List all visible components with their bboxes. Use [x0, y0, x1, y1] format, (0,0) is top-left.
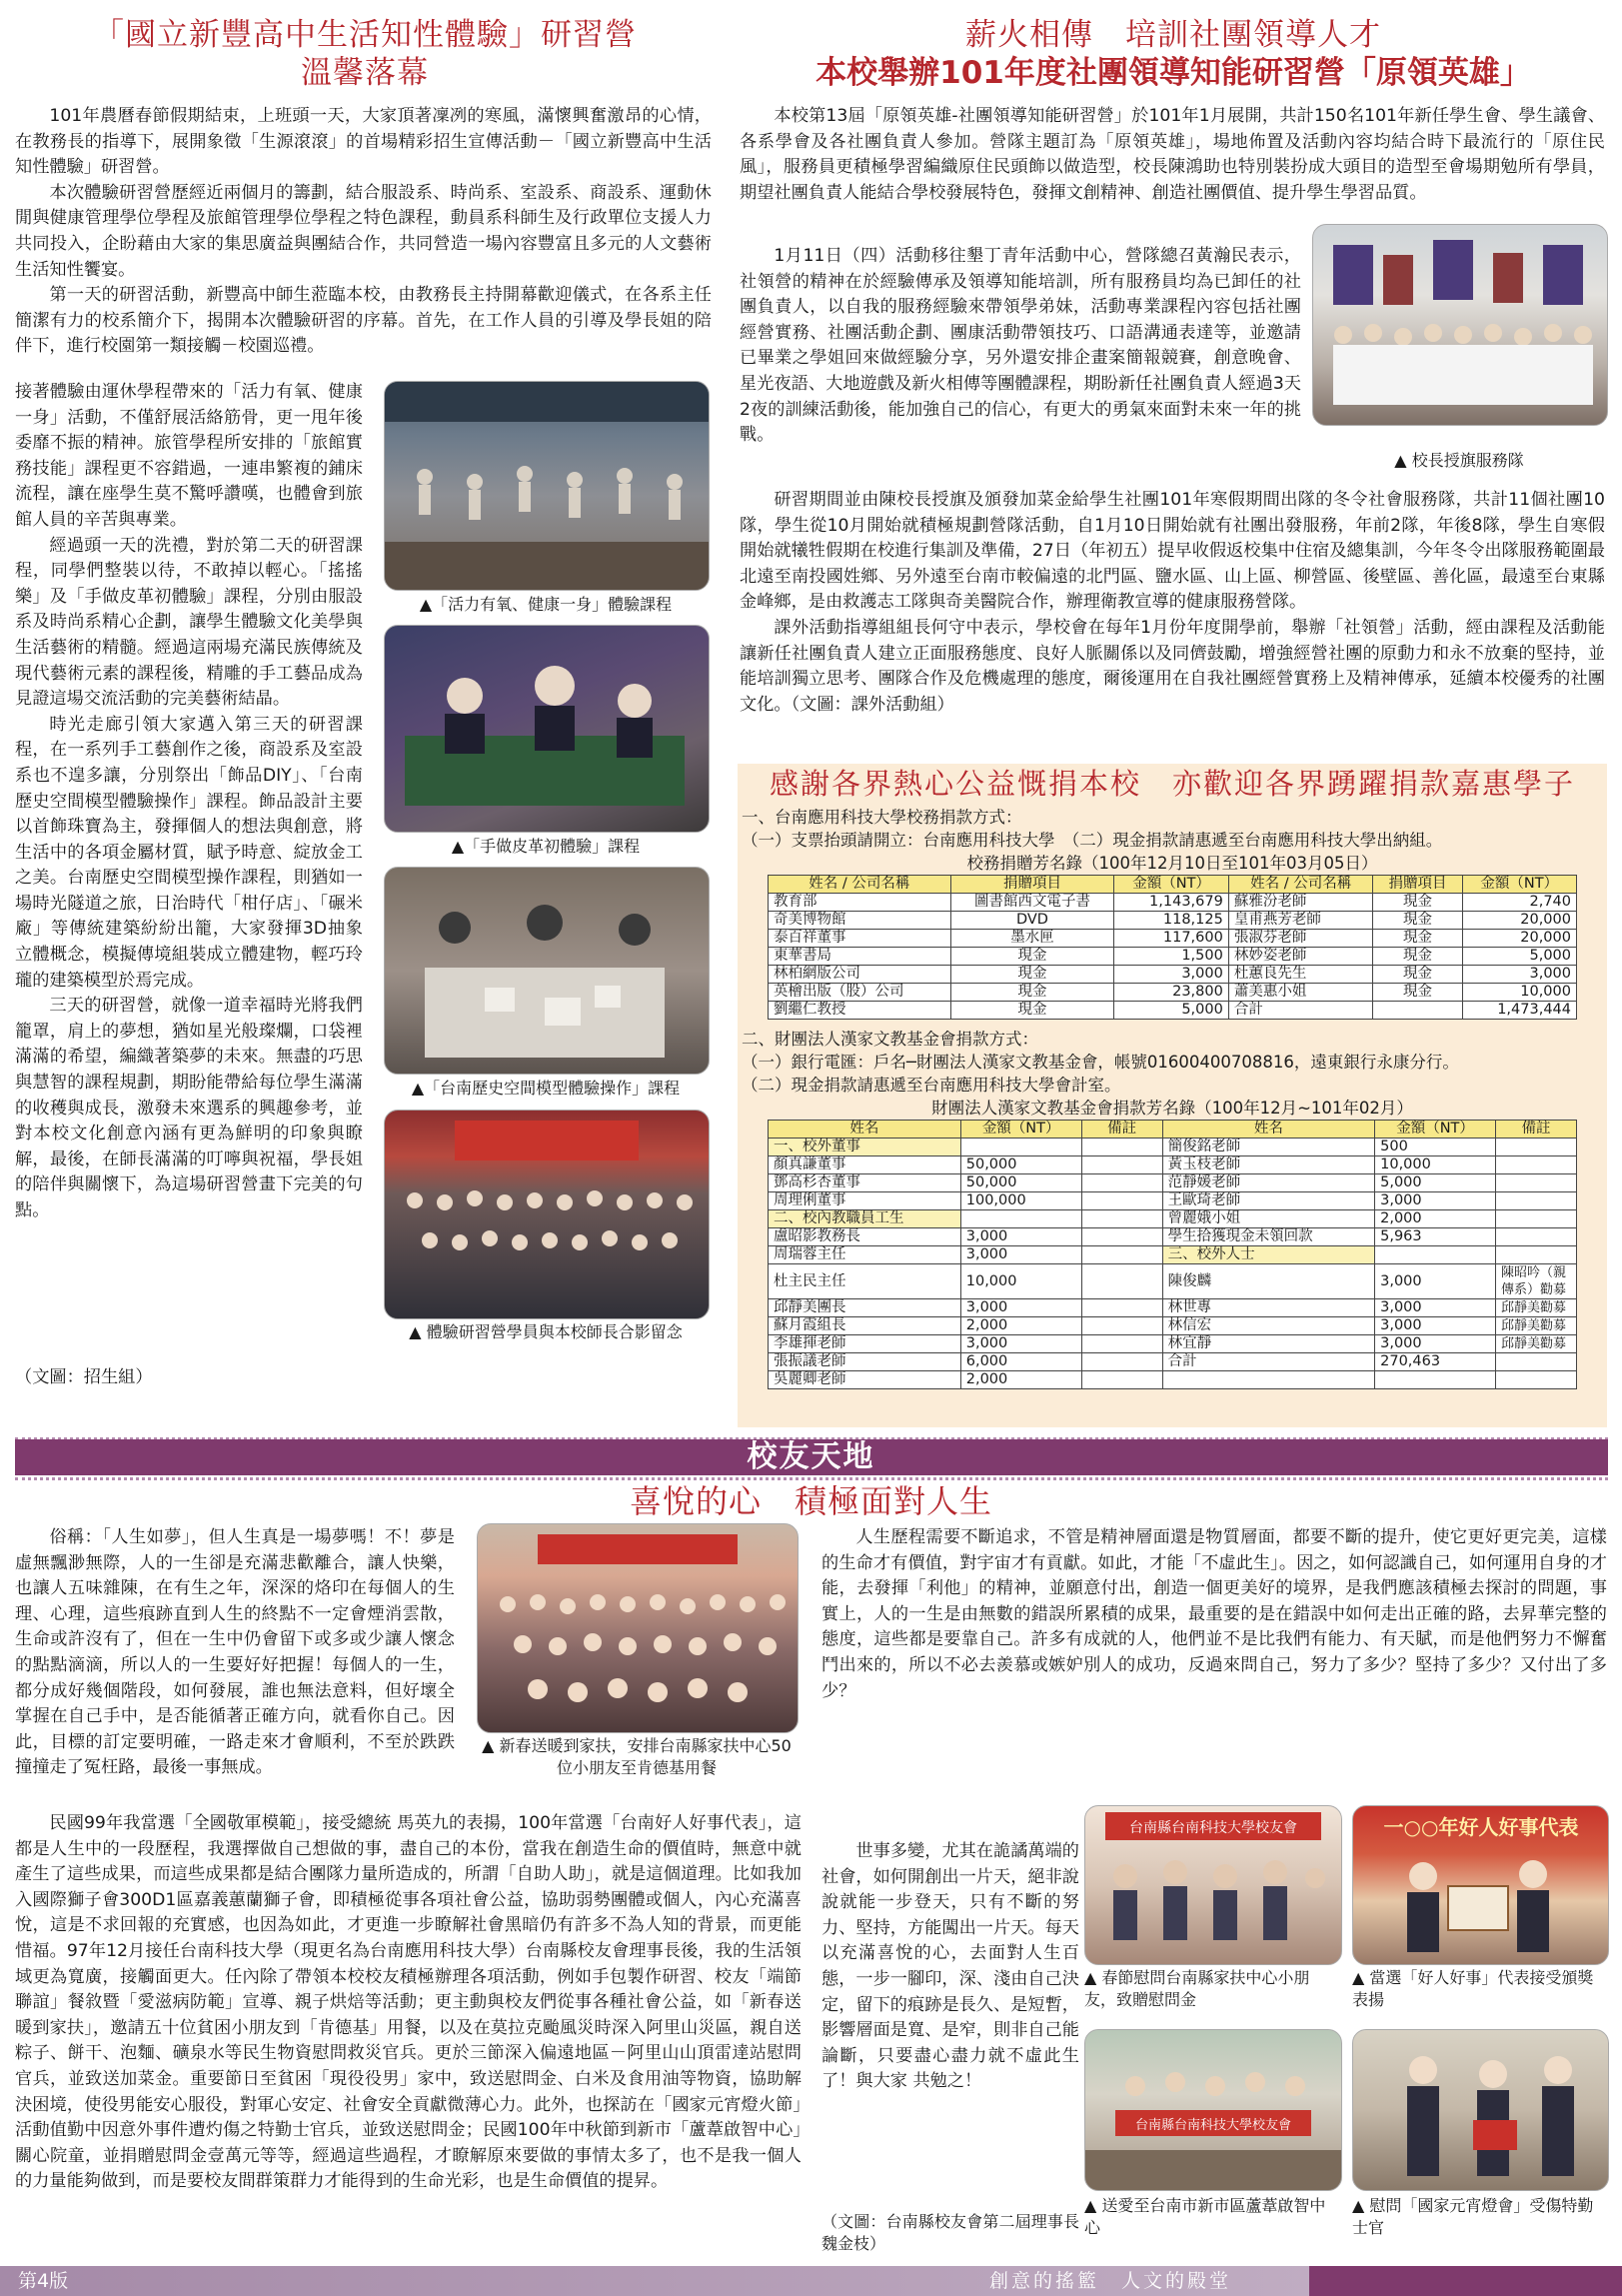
- left-article-body-tail: [15, 1365, 712, 1391]
- footer-purple-end: [1309, 2266, 1622, 2296]
- table2-cell: 顏真謙董事: [769, 1156, 961, 1174]
- table2-cell: 5,963: [1375, 1228, 1496, 1246]
- table2-cell: [1162, 1371, 1375, 1389]
- alumni-section-title: 校友天地: [747, 1439, 875, 1474]
- table2-cell: 100,000: [960, 1192, 1081, 1210]
- left-article-title-line2: 溫馨落幕: [301, 55, 429, 91]
- right-para-3: 研習期間並由陳校長授旗及頒發加菜金給學生社團101年寒假期間出隊的冬令社會服務隊，共計11個社團10隊，學生從10月開始就積極規劃營隊活動，自1月10日開始就有社團出發服務，年前2隊，年後8隊，學生自寒假開始就犧牲假期在校進行集訓及準備，27日（年初五）提早收假返校集中住宿及總集訓，今年冬令出隊服務範圍最北遠至南投國姓鄉、另外遠至台南市較偏遠的北門區、鹽水區、山上區、柳營區、後壁區、善化區，最遠至台東縣金峰鄉，是由救護志工隊與奇美醫院合作，辦理衛教宣導的健康服務營隊。: [740, 490, 1605, 613]
- right-para-4: 課外活動指導組組長何守中表示，學校會在每年1月份年度開學前，舉辦「社領營」活動，經由課程及活動能讓新任社團負責人建立正面服務態度、良好人脈關係以及同儕鼓勵，增強經營社團的原動力和永不放棄的堅持，並能培訓獨立思考、團隊合作及危機處理的態度，爾後運用在自我社團經營實務上及精神傳承，延續本校優秀的社團文化。（文圖：課外活動組）: [740, 617, 1605, 715]
- table1-cell: 1,473,444: [1462, 1002, 1577, 1020]
- alumni-para-3: 人生歷程需要不斷追求，不管是精神層面還是物質層面，都要不斷的提升，使它更好更完美，這樣的生命才有價值，對宇宙才有貢獻。如此，才能「不虛此生」。因之，如何認識自己，如何運用自身的才能，去發揮「利他」的精神，並願意付出，創造一個更美好的境界，是我們應該積極去探討的問題，事實上，人的一生是由無數的錯誤所累積的成果，最重要的是在錯誤中如何走出正確的路，去昇華完整的態度，這些都是要靠自己。許多有成就的人，他們並不是比我們有能力、有天賦，而是他們努力不懈奮鬥出來的，所以不必去羨慕或嫉妒別人的成功，反過來問自己，努力了多少？堅持了多少？又付出了多少？: [821, 1527, 1607, 1701]
- table1-cell: 墨水匣: [950, 930, 1114, 948]
- alumni-body-col1-top: [15, 1525, 455, 1803]
- table2-cell: [1496, 1353, 1577, 1371]
- table2-cell: [1081, 1139, 1162, 1156]
- table2-cell: [1496, 1174, 1577, 1192]
- table2-cell: [1081, 1335, 1162, 1353]
- table1-cell: 泰百祥董事: [769, 930, 951, 948]
- table2-cell: 一、校外董事: [769, 1139, 961, 1156]
- alumni-body-col2: [821, 1525, 1607, 1835]
- donation-table1-title: 校務捐贈芳名錄（100年12月10日至101年03月05日）: [966, 854, 1378, 873]
- table2-cell: 蘇月霞組長: [769, 1317, 961, 1335]
- table1-cell: 現金: [1373, 912, 1462, 930]
- table1-cell: 117,600: [1114, 930, 1228, 948]
- table1-cell: 教育部: [769, 894, 951, 912]
- left-para-5: 經過頭一天的洗禮，對於第二天的研習課程，同學們整裝以待，不敢掉以輕心。「搖搖樂」及「手做皮革初體驗」課程，分別由服設系及時尚系精心企劃，讓學生體驗文化美學與生活藝術的精髓。經過這兩場充滿民族傳統及現代藝術元素的課程後，精雕的手工藝品成為見證這場交流活動的完美藝術結晶。: [15, 535, 363, 710]
- table2-cell: [1081, 1228, 1162, 1246]
- photo-alumni-group: [477, 1523, 799, 1733]
- donation-table-1: [768, 875, 1577, 1020]
- table1-row: [769, 966, 1577, 984]
- donation-section-1: 一、台南應用科技大學校務捐款方式：: [742, 808, 1022, 827]
- table1-row: [769, 894, 1577, 912]
- footer-page-number: 第4版: [18, 2270, 69, 2292]
- left-article-title: 「國立新豐高中生活知性體驗」研習營: [93, 17, 637, 53]
- table2-cell: 500: [1375, 1139, 1496, 1156]
- table1-cell: 1,143,679: [1114, 894, 1228, 912]
- table2-cell: 10,000: [1375, 1156, 1496, 1174]
- alumni-body-col1-full: [15, 1811, 802, 2251]
- table2-cell: 盧昭影教務長: [769, 1228, 961, 1246]
- right-para-2: 1月11日（四）活動移往墾丁青年活動中心，營隊總召黃瀚民表示，社領營的精神在於經驗傳承及領導知能培訓，所有服務員均為已卸任的社團負責人，以自我的服務經驗來帶領學弟妹，活動專業課程內容包括社團經營實務、社團活動企劃、團康活動帶領技巧、口語溝通表達等，並邀請已畢業之學姐回來做經驗分享，另外還安排企畫案簡報競賽，創意晚會、星光夜語、大地遊戲及新火相傳等團體課程，期盼新任社團負責人經過3天2夜的訓練活動後，能加強自己的信心，有更大的勇氣來面對未來一年的挑戰。: [740, 246, 1301, 446]
- donation-banner: 感謝各界熱心公益慨捐本校 亦歡迎各界踴躍捐款嘉惠學子: [769, 767, 1575, 801]
- table2-cell: [960, 1210, 1081, 1228]
- caption-aerobics: ▲「活力有氧、健康一身」體驗課程: [419, 595, 673, 614]
- caption-alumni-1: ▲ 春節慰問台南縣家扶中心小朋友，致贈慰問金: [1084, 1968, 1310, 2009]
- table1-cell: 蘇雅汾老師: [1228, 894, 1373, 912]
- table1-cell: DVD: [950, 912, 1114, 930]
- alumni-para-2: 民國99年我當選「全國敬軍模範」，接受總統 馬英九的表揚，100年當選「台南好人好事代表」，這都是人生中的一段歷程，我選擇做自己想做的事，盡自己的本份，當我在創造生命的價值時，無意中就產生了這些成果，而這些成果都是結合團隊力量所造成的，所謂「自助人助」，就是這個道理。比如我加入國際獅子會300D1區嘉義蕙蘭獅子會，即積極從事各項社會公益，協助弱勢團體或個人，內心充滿喜悅，這是不求回報的充實感，也因為如此，才更進一步瞭解社會黑暗仍有許多不為人知的背景，而更能惜福。97年12月接任台南科技大學（現更名為台南應用科技大學）台南縣校友會理事長後，我的生活領域更為寬廣，接觸面更大。任內除了帶領本校校友積極辦理各項活動，例如手包製作研習、校友「端節聯誼」餐敘暨「愛滋病防範」宣導、親子烘焙等活動；更主動與校友們從事各種社會公益，如「新春送暖到家扶」，邀請五十位貧困小朋友到「肯德基」用餐，以及在莫拉克颱風災時深入阿里山災區，親自送粽子、餅干、泡麵、礦泉水等民生物資慰問救災官兵。更於三節深入偏遠地區－阿里山山頂雷達站慰問官兵，並致送加菜金。重要節日至貧困「現役役男」家中，致送慰問金、白米及食用油等物資，協助解決困境，使役男能安心服役，對軍心安定、社會安全貢獻微薄心力。此外，也探訪在「國家元宵燈火節」活動值勤中因意外事件遭灼傷之特勤士官兵，並致送慰問金；民國100年中秋節到新市「蘆葦啟智中心」關心院童，並捐贈慰問金壹萬元等等，經過這些過程，才瞭解原來要做的事情太多了，也不是我一個人的力量能夠做到，而是要校友間群策群力才能得到的生命光彩，也是生命價值的提昇。: [15, 1813, 802, 2192]
- table2-cell: 270,463: [1375, 1353, 1496, 1371]
- table2-cell: 6,000: [960, 1353, 1081, 1371]
- photo-banner-1: 台南縣台南科技大學校友會: [1129, 1820, 1297, 1836]
- table2-cell: 3,000: [1375, 1192, 1496, 1210]
- table1-row: [769, 948, 1577, 966]
- donation-section-1-line: （一）支票抬頭請開立：台南應用科技大學 （二）現金捐款請惠遞至台南應用科技大學出納組。: [742, 831, 1443, 850]
- table2-row: [769, 1264, 1577, 1299]
- table2-header: 金額（NT）: [1375, 1121, 1496, 1139]
- table2-cell: [1496, 1139, 1577, 1156]
- alumni-dotted-line-2: [15, 1477, 1608, 1480]
- table2-cell: 5,000: [1375, 1174, 1496, 1192]
- table2-cell: 邱靜美團長: [769, 1299, 961, 1317]
- table2-cell: 邱靜美勸募: [1496, 1299, 1577, 1317]
- table2-cell: 吳麗卿老師: [769, 1371, 961, 1389]
- left-article-body-top: [15, 104, 712, 360]
- caption-model: ▲「台南歷史空間模型體驗操作」課程: [411, 1079, 681, 1098]
- table1-header: 捐贈項目: [1373, 876, 1462, 894]
- table2-cell: 王歐琦老師: [1162, 1192, 1375, 1210]
- table2-cell: 陳昭吟（親傳系）勸募: [1496, 1264, 1577, 1299]
- table1-cell: 現金: [1373, 984, 1462, 1002]
- table2-cell: [1496, 1246, 1577, 1264]
- alumni-para-4: 世事多變，尤其在詭譎萬端的社會，如何開創出一片天，絕非說說就能一步登天，只有不斷的努力、堅持，方能闖出一片天。每天以充滿喜悅的心，去面對人生百態，一步一腳印，深、淺由自己決定，留下的痕跡是長久、是短暫，影響層面是寬、是窄，則非自己能論斷，只要盡心盡力就不虛此生了！與大家 共勉之！: [821, 1841, 1079, 2092]
- table2-cell: 3,000: [1375, 1299, 1496, 1317]
- donation-table2-title: 財團法人漢家文教基金會捐款芳名錄（100年12月~101年02月）: [931, 1099, 1413, 1118]
- table1-cell: 2,740: [1462, 894, 1577, 912]
- table1-cell: 林柏網版公司: [769, 966, 951, 984]
- table2-row: [769, 1299, 1577, 1317]
- table2-cell: 三、校外人士: [1162, 1246, 1375, 1264]
- table2-cell: 3,000: [960, 1228, 1081, 1246]
- table1-cell: 蕭美惠小姐: [1228, 984, 1373, 1002]
- table2-row: [769, 1156, 1577, 1174]
- table2-cell: 2,000: [1375, 1210, 1496, 1228]
- footer-slogan: 創意的搖籃 人文的殿堂: [989, 2270, 1232, 2292]
- left-para-2: 本次體驗研習營歷經近兩個月的籌劃，結合服設系、時尚系、室設系、商設系、運動休閒與健康管理學位學程及旅館管理學位學程之特色課程，動員系科師生及行政單位支援人力共同投入，企盼藉由大家的集思廣益與團結合作，共同營造一場內容豐富且多元的人文藝術生活知性饗宴。: [15, 182, 712, 280]
- table2-cell: 周理俐董事: [769, 1192, 961, 1210]
- table1-cell: 118,125: [1114, 912, 1228, 930]
- table2-cell: 50,000: [960, 1174, 1081, 1192]
- table1-cell: 20,000: [1462, 912, 1577, 930]
- table2-cell: 邱靜美勸募: [1496, 1317, 1577, 1335]
- table2-cell: [960, 1139, 1081, 1156]
- table2-cell: 合計: [1162, 1353, 1375, 1371]
- right-article-subtitle: 本校舉辦101年度社團領導知能研習營「原領英雄」: [815, 55, 1531, 91]
- table2-row: [769, 1371, 1577, 1389]
- left-para-7: 三天的研習營，就像一道幸福時光將我們籠罩，肩上的夢想，猶如星光般璨爛，口袋裡滿滿的希望，編織著築夢的未來。無盡的巧思與慧智的課程規劃，期盼能帶給每位學生滿滿的收穫與成長，激發未來選系的興趣參考，並對本校文化創意內涵有更為鮮明的印象與瞭解，最後，在師長滿滿的叮嚀與祝福，學長姐的陪伴與關懷下，為這場研習營畫下完美的句點。: [15, 996, 363, 1220]
- table2-cell: 學生拾獲現金未領回款: [1162, 1228, 1375, 1246]
- photo-alumni-3: [1084, 2029, 1342, 2191]
- table1-header: 姓名 / 公司名稱: [769, 876, 951, 894]
- table1-row: [769, 1002, 1577, 1020]
- alumni-byline: （文圖：台南縣校友會第二屆理事長魏金枝）: [821, 2212, 1079, 2253]
- table2-cell: 3,000: [1375, 1317, 1496, 1335]
- photo-aerobics: [384, 381, 710, 591]
- table2-cell: [1375, 1371, 1496, 1389]
- left-byline: （文圖：招生組）: [15, 1367, 153, 1387]
- table2-cell: [1375, 1246, 1496, 1264]
- alumni-para-1: 俗稱：「人生如夢」，但人生真是一場夢嗎！不！夢是虛無飄渺無際，人的一生卻是充滿悲歡離合，讓人快樂，也讓人五味雜陳，在有生之年，深深的烙印在每個人的生理、心理，這些痕跡直到人生的終點不一定會煙消雲散，生命或許沒有了，但在一生中仍會留下或多或少讓人懷念的點點滴滴，所以人的一生要好好把握！每個人的一生，都分成好幾個階段，如何發展，誰也無法意料，但好壞全掌握在自己手中，是否能循著正確方向，就看你自己。因此，目標的訂定要明確，一路走來才會順利，不至於跌跌撞撞走了冤枉路，最後一事無成。: [15, 1527, 455, 1778]
- table1-cell: 杜蕙良先生: [1228, 966, 1373, 984]
- table2-cell: 黃玉枝老師: [1162, 1156, 1375, 1174]
- table2-cell: 50,000: [960, 1156, 1081, 1174]
- caption-alumni-2: ▲ 當選「好人好事」代表接受頒獎表揚: [1352, 1968, 1594, 2009]
- table1-cell: 現金: [1373, 930, 1462, 948]
- table2-header: 金額（NT）: [960, 1121, 1081, 1139]
- table1-row: [769, 912, 1577, 930]
- table2-row: [769, 1192, 1577, 1210]
- table2-cell: [1496, 1156, 1577, 1174]
- alumni-body-col2b: [821, 1839, 1079, 2239]
- right-article-body-col: [740, 244, 1301, 488]
- photo-leather: [384, 625, 710, 833]
- table2-cell: 陳俊麟: [1162, 1264, 1375, 1299]
- table2-cell: 李雄揮老師: [769, 1335, 961, 1353]
- right-article: [740, 16, 1607, 92]
- photo-model: [384, 867, 710, 1075]
- left-article-body-col: [15, 380, 363, 1379]
- table1-cell: 5,000: [1114, 1002, 1228, 1020]
- table1-cell: 張淑芬老師: [1228, 930, 1373, 948]
- table2-cell: [1496, 1192, 1577, 1210]
- table1-cell: 現金: [950, 948, 1114, 966]
- table2-cell: 張振議老師: [769, 1353, 961, 1371]
- photo-banner-3: 台南縣台南科技大學校友會: [1134, 2118, 1292, 2133]
- table1-cell: 林妙姿老師: [1228, 948, 1373, 966]
- table1-header: 金額（NT）: [1114, 876, 1228, 894]
- caption-alumni-4: ▲ 慰問「國家元宵燈會」受傷特勤士官: [1352, 2196, 1594, 2237]
- table2-header: 備註: [1081, 1121, 1162, 1139]
- table1-cell: 東華書局: [769, 948, 951, 966]
- table1-cell: 劉繼仁教授: [769, 1002, 951, 1020]
- left-para-3: 第一天的研習活動，新豐高中師生蒞臨本校，由教務長主持開幕歡迎儀式，在各系主任簡潔有力的校系簡介下，揭開本次體驗研習的序幕。首先，在工作人員的引導及學長姐的陪伴下，進行校園第一類接觸－校園巡禮。: [15, 285, 712, 357]
- alumni-byline-box: [821, 2211, 1079, 2255]
- table1-cell: 5,000: [1462, 948, 1577, 966]
- table2-cell: 2,000: [960, 1317, 1081, 1335]
- table2-row: [769, 1335, 1577, 1353]
- table2-cell: 3,000: [960, 1246, 1081, 1264]
- table1-header: 捐贈項目: [950, 876, 1114, 894]
- caption-alumni-3: ▲ 送愛至台南市新市區蘆葦啟智中心: [1084, 2196, 1326, 2237]
- table1-cell: 20,000: [1462, 930, 1577, 948]
- table2-cell: 10,000: [960, 1264, 1081, 1299]
- table2-cell: 林世專: [1162, 1299, 1375, 1317]
- right-para-1: 本校第13屆「原領英雄-社團領導知能研習營」於101年1月展開，共計150名101年新任學生會、學生議會、各系學會及各社團負責人參加。營隊主題訂為「原領英雄」，場地佈置及活動內容均結合時下最流行的「原住民風」，服務員更積極學習編織原住民頭飾以做造型，校長陳鴻助也特別裝扮成大頭目的造型至會場期勉所有學員，期望社團負責人能結合學校發展特色，發揮文創精神、創造社團價值、提升學生學習品質。: [740, 106, 1605, 203]
- table2-cell: 林信宏: [1162, 1317, 1375, 1335]
- table1-cell: 現金: [1373, 948, 1462, 966]
- table2-cell: 3,000: [1375, 1335, 1496, 1353]
- caption-group-camp: ▲ 體驗研習營學員與本校師長合影留念: [409, 1322, 683, 1341]
- left-para-4: 接著體驗由運休學程帶來的「活力有氧、健康一身」活動，不僅舒展活絡筋骨，更一甩年後委靡不振的精神。旅管學程所安排的「旅館實務技能」課程更不容錯過，一連串繁複的鋪床流程，讓在座學生莫不驚呼讚嘆，也體會到旅館人員的辛苦與專業。: [15, 382, 363, 530]
- alumni-title: 喜悅的心 積極面對人生: [629, 1482, 992, 1520]
- donation-section-2-line2: （二）現金捐款請惠遞至台南應用科技大學會計室。: [742, 1076, 1121, 1095]
- table2-cell: 二、校內教職員工生: [769, 1210, 961, 1228]
- donation-box: [738, 764, 1607, 1427]
- table2-cell: 3,000: [960, 1335, 1081, 1353]
- table1-cell: 現金: [950, 1002, 1114, 1020]
- table2-cell: [1081, 1371, 1162, 1389]
- table2-row: [769, 1317, 1577, 1335]
- table2-row: [769, 1139, 1577, 1156]
- table2-cell: [1081, 1317, 1162, 1335]
- left-para-6: 時光走廊引領大家邁入第三天的研習課程，在一系列手工藝創作之後，商設系及室設系也不遑多讓，分別祭出「飾品DIY」、「台南歷史空間模型體驗操作」課程。飾品設計主要以首飾珠寶為主，發揮個人的想法與創意，將生活中的各項金屬材質，賦予時意、綻放金工之美。台南歷史空間模型操作課程，則猶如一場時光隧道之旅，日治時代「柑仔店」、「碾米廠」等傳統建築紛紛出籠，大家發揮3D抽象立體概念，模擬傳境組裝成立體建物，輕巧玲瓏的建築模型於焉完成。: [15, 714, 363, 991]
- table2-cell: [1081, 1246, 1162, 1264]
- left-para-1: 101年農曆春節假期結束，上班頭一天，大家頂著凜冽的寒風，滿懷興奮激昂的心情，在教務長的指導下，展開象徵「生源滾滾」的首場精彩招生宣傳活動－「國立新豐高中生活知性體驗」研習營。: [15, 106, 712, 178]
- photo-banner-2: 一○○年好人好事代表: [1383, 1815, 1579, 1839]
- caption-alumni-group: ▲ 新春送暖到家扶，安排台南縣家扶中心50位小朋友至肯德基用餐: [482, 1736, 792, 1777]
- donation-table-2: [768, 1120, 1577, 1389]
- table2-cell: 邱靜美勸募: [1496, 1335, 1577, 1353]
- table2-row: [769, 1210, 1577, 1228]
- table2-header: 姓名: [769, 1121, 961, 1139]
- table1-row: [769, 930, 1577, 948]
- table1-row: [769, 984, 1577, 1002]
- photo-alumni-4: [1352, 2029, 1609, 2191]
- table1-cell: 奇美博物館: [769, 912, 951, 930]
- table2-cell: 簡俊銘老師: [1162, 1139, 1375, 1156]
- table2-cell: 3,000: [960, 1299, 1081, 1317]
- table2-cell: 范靜媛老師: [1162, 1174, 1375, 1192]
- table2-row: [769, 1353, 1577, 1371]
- table2-cell: [1081, 1264, 1162, 1299]
- table2-row: [769, 1246, 1577, 1264]
- table1-cell: [1373, 1002, 1462, 1020]
- table1-header: 金額（NT）: [1462, 876, 1577, 894]
- caption-flag-ceremony: ▲ 校長授旗服務隊: [1394, 451, 1524, 470]
- table2-cell: 鄧高杉杏董事: [769, 1174, 961, 1192]
- table1-cell: 10,000: [1462, 984, 1577, 1002]
- table2-cell: [1081, 1210, 1162, 1228]
- table2-cell: 3,000: [1375, 1264, 1496, 1299]
- table1-cell: 皇甫燕芳老師: [1228, 912, 1373, 930]
- table2-row: [769, 1228, 1577, 1246]
- photo-group-camp: [384, 1110, 710, 1319]
- table1-cell: 合計: [1228, 1002, 1373, 1020]
- right-article-body-bottom: [740, 488, 1605, 718]
- table1-cell: 現金: [1373, 894, 1462, 912]
- donation-section-2: 二、財團法人漢家文教基金會捐款方式：: [742, 1030, 1038, 1049]
- table1-cell: 3,000: [1462, 966, 1577, 984]
- table1-cell: 現金: [950, 966, 1114, 984]
- right-article-body-top: [740, 104, 1605, 206]
- caption-leather: ▲「手做皮革初體驗」課程: [451, 837, 641, 856]
- table1-cell: 現金: [1373, 966, 1462, 984]
- table1-cell: 23,800: [1114, 984, 1228, 1002]
- table2-cell: [1081, 1353, 1162, 1371]
- table2-cell: [1496, 1228, 1577, 1246]
- table2-cell: [1496, 1371, 1577, 1389]
- table1-cell: 3,000: [1114, 966, 1228, 984]
- table2-cell: 杜主民主任: [769, 1264, 961, 1299]
- table2-cell: [1081, 1192, 1162, 1210]
- table1-cell: 英檜出版（股）公司: [769, 984, 951, 1002]
- left-article: [15, 16, 715, 92]
- photo-alumni-1: [1084, 1805, 1342, 1965]
- right-article-title: 薪火相傳 培訓社團領導人才: [965, 17, 1381, 53]
- photo-alumni-2: [1352, 1805, 1609, 1965]
- table2-cell: [1081, 1299, 1162, 1317]
- table1-cell: 現金: [950, 984, 1114, 1002]
- table2-cell: 周瑞蓉主任: [769, 1246, 961, 1264]
- photo-flag-ceremony: [1312, 224, 1608, 426]
- donation-section-2-line1: （一）銀行電匯：戶名─財團法人漢家文教基金會，帳號01600400708816，遠東銀行永康分行。: [742, 1053, 1459, 1072]
- table2-cell: [1496, 1210, 1577, 1228]
- table2-cell: 林宜靜: [1162, 1335, 1375, 1353]
- table2-cell: [1081, 1174, 1162, 1192]
- table1-cell: 1,500: [1114, 948, 1228, 966]
- table2-header: 備註: [1496, 1121, 1577, 1139]
- table2-cell: [1081, 1156, 1162, 1174]
- table2-cell: 2,000: [960, 1371, 1081, 1389]
- table2-cell: 曾麗娥小姐: [1162, 1210, 1375, 1228]
- table1-cell: 圖書館西文電子書: [950, 894, 1114, 912]
- table2-header: 姓名: [1162, 1121, 1375, 1139]
- table2-row: [769, 1174, 1577, 1192]
- table1-header: 姓名 / 公司名稱: [1228, 876, 1373, 894]
